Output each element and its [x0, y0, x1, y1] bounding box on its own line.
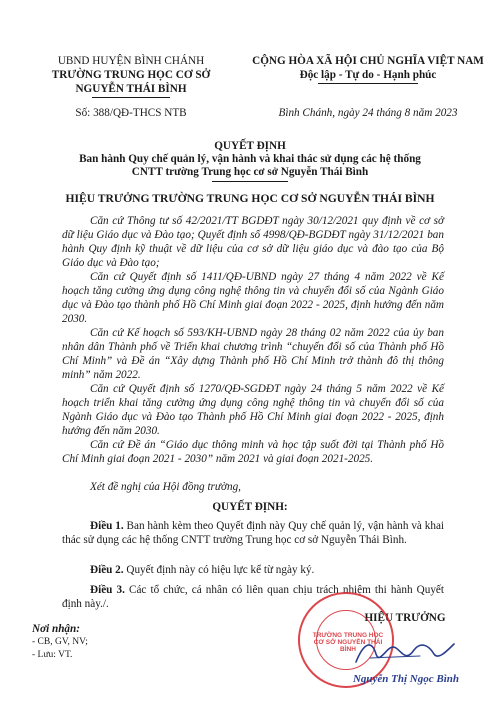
subject-underline: [212, 181, 288, 182]
national-motto: Độc lập - Tự do - Hạnh phúc: [299, 69, 437, 81]
agency-line-3: NGUYỄN THÁI BÌNH: [75, 83, 187, 95]
article-1: [62, 519, 444, 547]
preamble-5: Căn cứ Đề án “Giáo dục thông minh và học tập suốt đời tại Thành phố Hồ Chí Minh giai đoạn 2021 - 2030” năm 2021 và giai đoạn 2021-2025.: [62, 439, 444, 465]
document-title: QUYẾT ĐỊNH: [214, 140, 286, 152]
seal-text: TRƯỜNG TRUNG HỌC CƠ SỞ NGUYỄN THÁI BÌNH: [312, 632, 384, 653]
decision-heading: QUYẾT ĐỊNH:: [212, 501, 288, 513]
article-3: [62, 583, 444, 611]
recipient-item: - Lưu: VT.: [32, 650, 73, 660]
preamble-6: Xét đề nghị của Hội đồng trường,: [90, 481, 241, 493]
document-subject-line-2: CNTT trường Trung học cơ sở Nguyễn Thái Bình: [131, 166, 369, 178]
article-2-label: Điều 2.: [90, 564, 124, 576]
signer-title: HIỆU TRƯỞNG: [364, 612, 446, 624]
agency-line-1: UBND HUYỆN BÌNH CHÁNH: [57, 55, 205, 67]
article-2: [62, 563, 444, 577]
agency-block: [22, 54, 240, 96]
preamble-4: Căn cứ Quyết định số 1270/QĐ-SGDĐT ngày 24 tháng 5 năm 2022 về Kế hoạch triển khai tăng cường ứng dụng công nghệ thông tin và chuyển đổi số của Ngành Giáo dục và Đào tạo Thành phố Hồ Chí Minh giai đoạn 2022 - 2025, định hướng đến năm 2030.: [62, 383, 444, 437]
agency-underline: [92, 97, 170, 98]
handwritten-signature: [350, 632, 460, 672]
national-title: CỘNG HÒA XÃ HỘI CHỦ NGHĨA VIỆT NAM: [252, 55, 484, 67]
national-motto-block: [250, 54, 486, 82]
preamble-2: Căn cứ Quyết định số 1411/QĐ-UBND ngày 27 tháng 4 năm 2022 về Kế hoạch tăng cường ứng dụng công nghệ thông tin và chuyển đổi số của Ngành Giáo dục và Đào tạo thành phố Hồ Chí Minh giai đoạn 2022 - 2025, định hướng đến năm 2030.: [62, 271, 444, 325]
article-1-text: Ban hành kèm theo Quyết định này Quy chế quản lý, vận hành và khai thác sử dụng các hệ thống CNTT trường Trung học cơ sở Nguyễn Thái Bình.: [62, 520, 445, 546]
document-subject-line-1: Ban hành Quy chế quản lý, vận hành và khai thác sử dụng các hệ thống: [79, 153, 421, 165]
signer-name: Nguyễn Thị Ngọc Bình: [352, 673, 460, 685]
recipients-heading: Nơi nhận:: [32, 623, 80, 635]
document-number: Số: 388/QĐ-THCS NTB: [75, 107, 187, 119]
place-date: Bình Chánh, ngày 24 tháng 8 năm 2023: [278, 107, 458, 119]
preamble-3: Căn cứ Kế hoạch số 593/KH-UBND ngày 28 tháng 02 năm 2022 của ủy ban nhân dân Thành phố về Triển khai chương trình “chuyển đổi số của Thành phố Hồ Chí Minh” và Đề án “Xây dựng Thành phố Hồ Chí Minh trở thành đô thị thông minh” năm 2022.: [62, 327, 444, 381]
article-3-text: Các tổ chức, cá nhân có liên quan chịu trách nhiệm thi hành Quyết định này./.: [62, 584, 445, 610]
issuing-authority: HIỆU TRƯỞNG TRƯỜNG TRUNG HỌC CƠ SỞ NGUYỄN THÁI BÌNH: [65, 192, 435, 205]
article-2-text: Quyết định này có hiệu lực kể từ ngày ký.: [126, 564, 315, 576]
motto-underline: [318, 83, 418, 84]
article-3-label: Điều 3.: [90, 584, 125, 596]
recipients-block: [32, 622, 192, 662]
agency-line-2: TRƯỜNG TRUNG HỌC CƠ SỞ: [51, 69, 211, 81]
preamble-1: Căn cứ Thông tư số 42/2021/TT BGDĐT ngày 30/12/2021 quy định về cơ sở dữ liệu Giáo dục và Đào tạo; Quyết định số 4998/QĐ-BGDĐT ngày 31/12/2021 ban hành Quy định kỹ thuật về dữ liệu của cơ sở dữ liệu giáo dục và đào tạo của Bộ Giáo dục và Đào tạo;: [62, 215, 444, 269]
article-1-label: Điều 1.: [90, 520, 124, 532]
recipient-item: - CB, GV, NV;: [32, 637, 88, 647]
